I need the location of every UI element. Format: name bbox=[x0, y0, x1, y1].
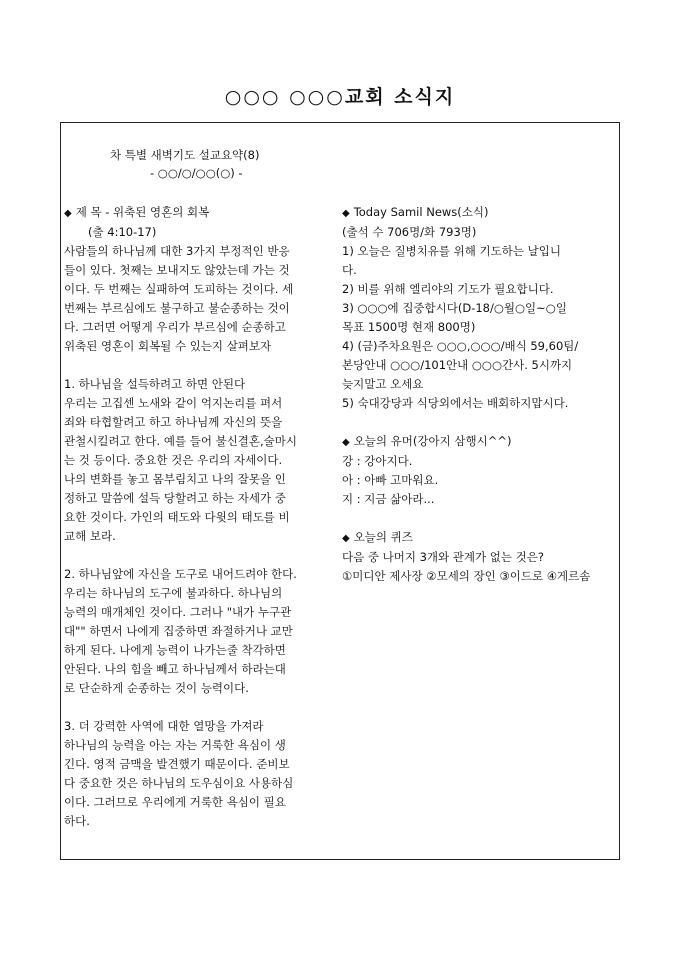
news-line: 다. bbox=[342, 263, 357, 277]
point1-title: 1. 하나님을 설득하려고 하면 안된다 bbox=[64, 377, 246, 391]
point2-line: 대"" 하면서 나에게 집중하면 좌절하거나 교만 bbox=[64, 624, 293, 638]
humor-title-row bbox=[342, 432, 618, 452]
sermon-title: 제 목 - 위축된 영혼의 회복 bbox=[75, 205, 210, 219]
point1-line: 죄와 타협할려고 하고 하나님께 자신의 뜻을 bbox=[64, 415, 283, 429]
left-column bbox=[64, 203, 334, 831]
humor-line: 아 : 아빠 고마워요. bbox=[342, 473, 439, 487]
point2-line: 안된다. 나의 힘을 빼고 하나님께서 하라는대 bbox=[64, 662, 286, 676]
news-line: 목표 1500명 현재 800명) bbox=[342, 320, 476, 334]
sermon-date: - ○○/○/○○(○) - bbox=[150, 166, 243, 180]
diamond-bullet-icon: ◆ bbox=[342, 208, 350, 219]
point2-line: 로 단순하게 순종하는 것이 능력이다. bbox=[64, 681, 249, 695]
point2-title: 2. 하나님앞에 자신을 도구로 내어드려야 한다. bbox=[64, 567, 297, 581]
point1-line: 교해 보라. bbox=[64, 529, 116, 543]
page-title: ○○○ ○○○교회 소식지 bbox=[224, 86, 456, 108]
point1-line: 는 것 등이다. 중요한 것은 우리의 자세이다. bbox=[64, 453, 283, 467]
point1-line: 우리는 고집센 노새와 같이 억지논리를 펴서 bbox=[64, 396, 283, 410]
point3-line: 하나님의 능력을 아는 자는 거룩한 욕심이 생 bbox=[64, 738, 286, 752]
intro-line: 사람들의 하나님께 대한 3가지 부정적인 반응 bbox=[64, 244, 290, 258]
point1-line: 정하고 말씀에 설득 당할려고 하는 자세가 중 bbox=[64, 491, 286, 505]
quiz-options: ①미디안 제사장 ②모세의 장인 ③이드로 ④게르솜 bbox=[342, 569, 591, 583]
point3-title: 3. 더 강력한 사역에 대한 열망을 가져라 bbox=[64, 719, 264, 733]
sermon-header bbox=[110, 146, 330, 182]
news-line: 4) (금)주차요원은 ○○○,○○○/배식 59,60팀/ bbox=[342, 339, 579, 353]
news-line: 5) 숙대강당과 식당외에서는 배회하지맙시다. bbox=[342, 396, 569, 410]
right-column bbox=[342, 203, 618, 586]
point2-line: 하게 된다. 나에게 능력이 나가는줄 착각하면 bbox=[64, 643, 286, 657]
news-title-row bbox=[342, 203, 618, 223]
news-line: 1) 오늘은 질병치유를 위해 기도하는 날입니 bbox=[342, 244, 561, 258]
attendance: (출석 수 706명/화 793명) bbox=[342, 225, 477, 239]
point1-line: 요한 것이다. 가인의 태도와 다윗의 태도를 비 bbox=[64, 510, 290, 524]
quiz-title-row bbox=[342, 528, 618, 548]
point1-line: 나의 변화를 놓고 몸부림치고 나의 잘못을 인 bbox=[64, 472, 286, 486]
diamond-bullet-icon: ◆ bbox=[64, 208, 72, 219]
diamond-bullet-icon: ◆ bbox=[342, 533, 350, 544]
humor-line: 강 : 강아지다. bbox=[342, 454, 413, 468]
news-line: 3) ○○○에 집중합시다(D-18/○월○일~○일 bbox=[342, 301, 567, 315]
humor-line: 지 : 지금 삶아라... bbox=[342, 492, 435, 506]
news-line: 2) 비를 위해 엘리야의 기도가 필요합니다. bbox=[342, 282, 554, 296]
intro-line: 이다. 두 번째는 실패하여 도피하는 것이다. 세 bbox=[64, 282, 294, 296]
point3-line: 이다. 그러므로 우리에게 거룩한 욕심이 필요 bbox=[64, 795, 286, 809]
sermon-series-title: 차 특별 새벽기도 설교요약(8) bbox=[110, 148, 260, 162]
intro-line: 다. 그러면 어떻게 우리가 부르심에 순종하고 bbox=[64, 320, 286, 334]
news-line: 늦지말고 오세요 bbox=[342, 377, 424, 391]
point3-line: 다 중요한 것은 하나님의 도우심이요 사용하심 bbox=[64, 776, 294, 790]
intro-line: 번째는 부르심에도 불구하고 불순종하는 것이 bbox=[64, 301, 290, 315]
intro-line: 위축된 영혼이 회복될 수 있는지 살펴보자 bbox=[64, 339, 272, 353]
diamond-bullet-icon: ◆ bbox=[342, 437, 350, 448]
quiz-question: 다음 중 나머지 3개와 관계가 없는 것은? bbox=[342, 550, 544, 564]
point3-line: 긴다. 영적 금맥을 발견했기 때문이다. 준비보 bbox=[64, 757, 290, 771]
intro-line: 들이 있다. 첫째는 보내지도 않았는데 가는 것 bbox=[64, 263, 290, 277]
point2-line: 우리는 하나님의 도구에 불과하다. 하나님의 bbox=[64, 586, 283, 600]
humor-title: 오늘의 유머(강아지 삼행시^^) bbox=[353, 434, 512, 448]
point1-line: 관철시킬려고 한다. 예를 들어 불신결혼,술마시 bbox=[64, 434, 298, 448]
quiz-title: 오늘의 퀴즈 bbox=[353, 530, 413, 544]
sermon-reference: (출 4:10-17) bbox=[88, 225, 157, 239]
sermon-title-row bbox=[64, 203, 334, 223]
point2-line: 능력의 매개체인 것이다. 그러나 "내가 누구관 bbox=[64, 605, 292, 619]
point3-line: 하다. bbox=[64, 814, 90, 828]
news-title: Today Samil News(소식) bbox=[353, 205, 489, 219]
news-line: 본당안내 ○○○/101안내 ○○○간사. 5시까지 bbox=[342, 358, 573, 372]
